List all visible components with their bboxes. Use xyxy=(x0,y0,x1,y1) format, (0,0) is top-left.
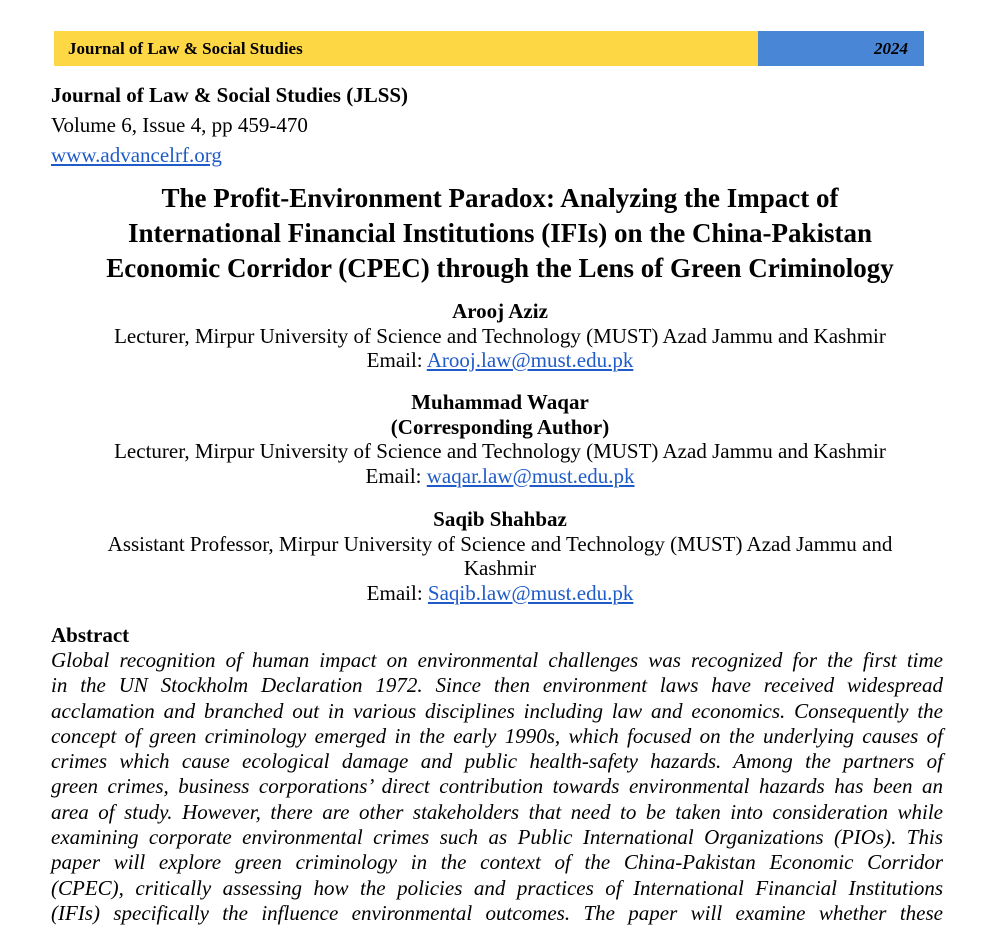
author-email-link[interactable]: Saqib.law@must.edu.pk xyxy=(427,580,634,605)
author-name: Arooj Aziz xyxy=(452,299,548,323)
author-name: Saqib Shahbaz xyxy=(433,507,567,531)
email-label: Email: xyxy=(366,348,423,372)
paper-title xyxy=(40,181,960,286)
abstract-line: (IFIs) specifically the influence environmental outcomes. The paper will examine whether these xyxy=(51,900,943,925)
author-email-line xyxy=(60,348,940,373)
author-block-1 xyxy=(60,299,940,373)
abstract-line: Global recognition of human impact on environmental challenges was recognized for the first time xyxy=(51,648,943,672)
abstract-line: (CPEC), critically assessing how the policies and practices of International Financial Institutions xyxy=(51,875,943,900)
author-affiliation: Kashmir xyxy=(463,556,537,580)
author-name: Muhammad Waqar xyxy=(411,390,589,414)
abstract-line: paper will explore green criminology in the context of the China-Pakistan Economic Corridor xyxy=(51,850,943,875)
abstract-line: crimes which cause ecological damage and public health-safety hazards. Among the partners of xyxy=(51,749,943,774)
abstract-line: examining corporate environmental crimes such as Public International Organizations (PIOs). This xyxy=(51,825,943,850)
journal-volume: Volume 6, Issue 4, pp 459-470 xyxy=(51,113,308,137)
author-email-link[interactable]: Arooj.law@must.edu.pk xyxy=(426,348,634,372)
author-role: (Corresponding Author) xyxy=(390,414,610,439)
author-affiliation: Assistant Professor, Mirpur University of Science and Technology (MUST) Azad Jammu and xyxy=(107,531,893,556)
author-affiliation: Lecturer, Mirpur University of Science and Technology (MUST) Azad Jammu and Kashmir xyxy=(114,323,886,348)
author-email-link[interactable]: waqar.law@must.edu.pk xyxy=(426,463,635,488)
abstract-body xyxy=(51,648,943,926)
title-line: The Profit-Environment Paradox: Analyzing the Impact of xyxy=(161,183,839,213)
title-line: Economic Corridor (CPEC) through the Lens of Green Criminology xyxy=(106,253,894,283)
abstract-line: concept of green criminology emerged in the early 1990s, which focused on the underlying causes of xyxy=(51,723,943,748)
abstract-heading: Abstract xyxy=(51,623,130,647)
header-journal-name: Journal of Law & Social Studies xyxy=(54,31,758,66)
email-label: Email: xyxy=(365,463,422,488)
author-block-3 xyxy=(60,507,940,605)
title-line: International Financial Institutions (IFIs) on the China-Pakistan xyxy=(127,218,873,248)
abstract-line: in the UN Stockholm Declaration 1972. Since then environment laws have received widespread xyxy=(51,673,943,698)
journal-full-name: Journal of Law & Social Studies (JLSS) xyxy=(51,83,409,107)
journal-header-bar xyxy=(54,31,924,66)
author-affiliation: Lecturer, Mirpur University of Science and Technology (MUST) Azad Jammu and Kashmir xyxy=(114,439,886,463)
abstract-line: green crimes, business corporations’ direct contribution towards environmental hazards has been an xyxy=(51,774,943,799)
journal-info xyxy=(51,80,408,170)
author-block-2 xyxy=(60,390,940,488)
header-year: 2024 xyxy=(758,31,924,66)
author-email-line xyxy=(60,464,940,489)
abstract-line: acclamation and branched out in various disciplines including law and economics. Consequently the xyxy=(51,698,943,723)
abstract-line: area of study. However, there are other stakeholders that need to be taken into consideration while xyxy=(51,799,943,824)
author-email-line xyxy=(60,581,940,606)
email-label: Email: xyxy=(366,580,423,605)
journal-website-link[interactable]: www.advancelrf.org xyxy=(51,143,222,167)
